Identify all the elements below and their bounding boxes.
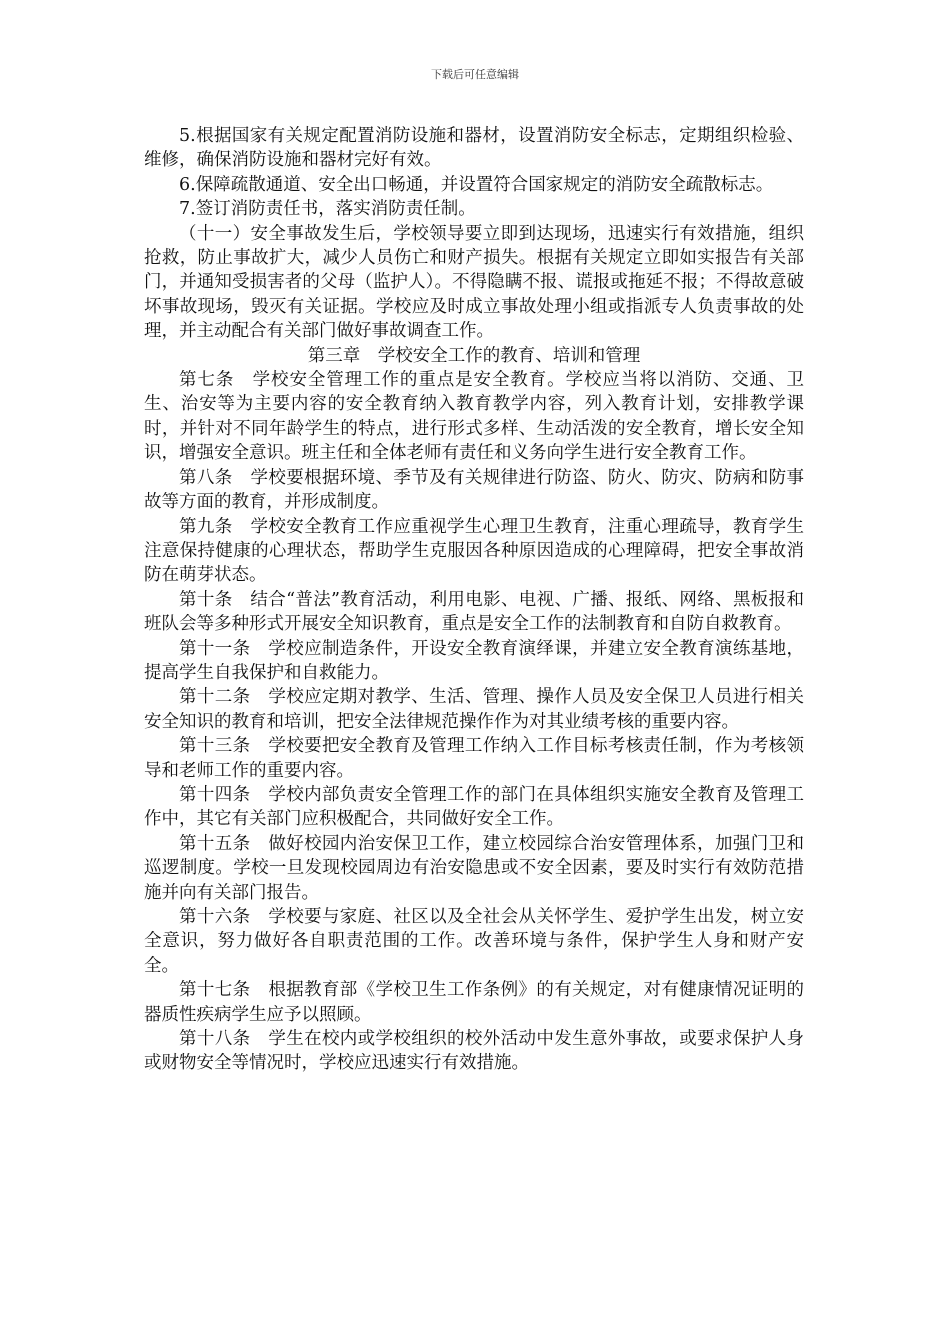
chapter-title: 第三章 学校安全工作的教育、培训和管理 (307, 345, 641, 366)
paragraph-item-6: 6.保障疏散通道、安全出口畅通，并设置符合国家规定的消防安全疏散标志。 (179, 174, 774, 195)
article-13: 第十三条 学校要把安全教育及管理工作纳入工作目标考核责任制，作为考核领导和老师工作的重要内容。 (144, 736, 804, 781)
article-8: 第八条 学校要根据环境、季节及有关规律进行防盗、防火、防灾、防病和防事故等方面的教育，并形成制度。 (144, 467, 804, 513)
article-17: 第十七条 根据教育部《学校卫生工作条例》的有关规定，对有健康情况证明的器质性疾病学生应予以照顾。 (144, 980, 804, 1025)
article-10: 第十条 结合“普法”教育活动，利用电影、电视、广播、报纸、网络、黑板报和班队会等多种形式开展安全知识教育，重点是安全工作的法制教育和自防自救教育。 (144, 589, 804, 635)
article-9: 第九条 学校安全教育工作应重视学生心理卫生教育，注重心理疏导，教育学生注意保持健康的心理状态，帮助学生克服因各种原因造成的心理障碍，把安全事故消防在萌芽状态。 (144, 516, 804, 586)
article-12: 第十二条 学校应定期对教学、生活、管理、操作人员及安全保卫人员进行相关安全知识的教育和培训，把安全法律规范操作作为对其业绩考核的重要内容。 (144, 687, 804, 732)
article-14: 第十四条 学校内部负责安全管理工作的部门在具体组织实施安全教育及管理工作中，其它有关部门应积极配合，共同做好安全工作。 (144, 784, 804, 830)
article-16: 第十六条 学校要与家庭、社区以及全社会从关怀学生、爱护学生出发，树立安全意识，努力做好各自职责范围的工作。改善环境与条件，保护学生人身和财产安全。 (144, 907, 804, 976)
article-11: 第十一条 学校应制造条件，开设安全教育演绎课，并建立安全教育演练基地，提高学生自我保护和自救能力。 (144, 638, 804, 683)
paragraph-section-11: （十一）安全事故发生后，学校领导要立即到达现场，迅速实行有效措施，组织抢救，防止事故扩大，减少人员伤亡和财产损失。根据有关规定立即如实报告有关部门，并通知受损害者的父母（监护人）。不得隐瞒不报、谎报或拖延不报；不得故意破坏事故现场，毁灭有关证据。学校应及时成立事故处理小组或指派专人负责事故的处理，并主动配合有关部门做好事故调查工作。 (144, 223, 804, 342)
article-18: 第十八条 学生在校内或学校组织的校外活动中发生意外事故，或要求保护人身或财物安全等情况时，学校应迅速实行有效措施。 (144, 1029, 804, 1074)
document-body (144, 124, 804, 1076)
page-header-note: 下载后可任意编辑 (431, 68, 519, 81)
article-15: 第十五条 做好校园内治安保卫工作，建立校园综合治安管理体系，加强门卫和巡逻制度。学校一旦发现校园周边有治安隐患或不安全因素，要及时实行有效防范措施并向有关部门报告。 (144, 833, 804, 903)
paragraph-item-7: 7.签订消防责任书，落实消防责任制。 (179, 199, 476, 220)
article-7: 第七条 学校安全管理工作的重点是安全教育。学校应当将以消防、交通、卫生、治安等为主要内容的安全教育纳入教育教学内容，列入教育计划，安排教学课时，并针对不同年龄学生的特点，进行形式多样、生动活泼的安全教育，增长安全知识，增强安全意识。班主任和全体老师有责任和义务向学生进行安全教育工作。 (144, 370, 804, 464)
paragraph-item-5: 5.根据国家有关规定配置消防设施和器材，设置消防安全标志，定期组织检验、维修，确保消防设施和器材完好有效。 (144, 126, 804, 171)
